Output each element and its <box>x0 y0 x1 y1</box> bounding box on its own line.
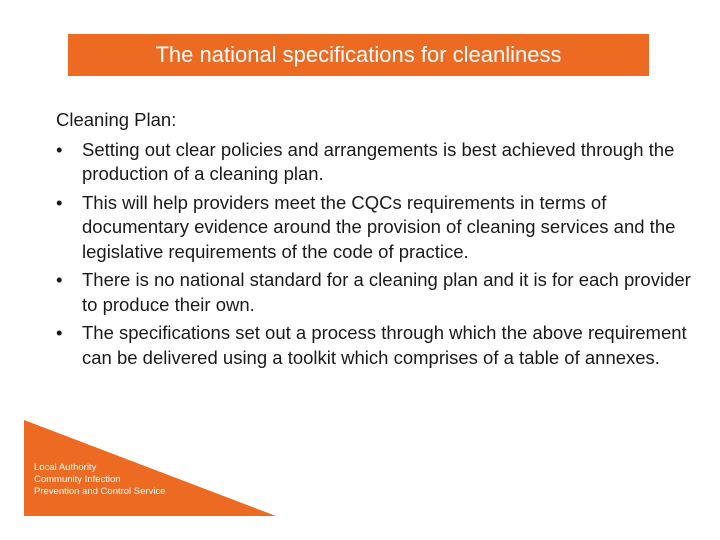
bullet-item <box>56 321 706 370</box>
section-heading: Cleaning Plan: <box>56 109 177 130</box>
bullet-item <box>56 191 706 265</box>
bullet-list <box>56 138 706 371</box>
logo-line: Community Infection <box>34 474 121 485</box>
bullet-icon: • <box>56 191 63 213</box>
bullet-text: There is no national standard for a cleaning plan and it is for each provider to produce their own. <box>82 269 691 315</box>
bullet-text: The specifications set out a process through which the above requirement can be delivered using a toolkit which comprises of a table of annexes. <box>82 322 687 368</box>
bullet-icon: • <box>56 269 63 290</box>
bullet-icon: • <box>56 322 63 343</box>
bullet-item <box>56 268 706 317</box>
title-banner <box>68 34 649 76</box>
logo-line: Local Authority <box>34 462 97 473</box>
organisation-logo <box>24 420 276 516</box>
page-title: The national specifications for cleanliness <box>155 42 562 67</box>
bullet-text: Setting out clear policies and arrangements is best achieved through the production of a cleaning plan. <box>82 138 675 184</box>
slide-content <box>56 108 706 374</box>
bullet-item <box>56 138 706 187</box>
bullet-text: This will help providers meet the CQCs requirements in terms of documentary evidence around the provision of cleaning services and the legislative requirements of the code of practice. <box>82 191 676 262</box>
bullet-icon: • <box>56 138 63 160</box>
logo-line: Prevention and Control Service <box>34 486 166 497</box>
logo-text <box>34 462 166 498</box>
